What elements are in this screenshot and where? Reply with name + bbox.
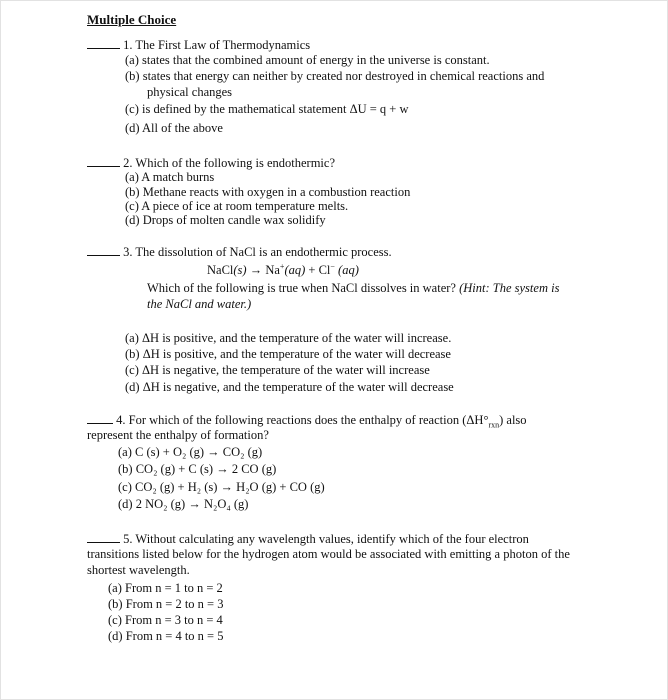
question-4-stem-cont: represent the enthalpy of formation? — [87, 428, 269, 442]
question-1-option-d: (d) All of the above — [125, 121, 223, 135]
question-5-option-d: (d) From n = 4 to n = 5 — [108, 629, 224, 643]
question-3-hint: (Hint: The system is — [459, 281, 560, 295]
question-5-option-c: (c) From n = 3 to n = 4 — [108, 613, 223, 627]
answer-blank-3[interactable] — [87, 244, 120, 256]
question-5-stem — [87, 531, 529, 547]
question-1-text: 1. The First Law of Thermodynamics — [123, 38, 311, 52]
question-1-stem — [87, 37, 310, 53]
question-3-hint-text: the NaCl and water.) — [147, 297, 252, 311]
question-3-text: 3. The dissolution of NaCl is an endothermic process. — [123, 245, 392, 259]
question-2-text: 2. Which of the following is endothermic? — [123, 156, 335, 170]
question-2-stem — [87, 155, 335, 171]
question-4-subscript: rxn — [488, 420, 500, 430]
question-1-option-b: (b) states that energy can neither by created nor destroyed in chemical reactions and — [125, 69, 545, 83]
answer-blank-1[interactable] — [87, 37, 120, 49]
question-3-option-b: (b) ΔH is positive, and the temperature of the water will decrease — [125, 347, 451, 361]
question-2-option-a: (a) A match burns — [125, 170, 215, 184]
question-3-option-a: (a) ΔH is positive, and the temperature of the water will increase. — [125, 331, 452, 345]
answer-blank-4[interactable] — [87, 412, 113, 424]
equation-plus-charge: + — [279, 261, 285, 271]
equation-aq-2: (aq) — [334, 263, 359, 277]
question-1-option-b-cont: physical changes — [147, 85, 233, 99]
section-title: Multiple Choice — [87, 12, 177, 27]
question-2-option-c: (c) A piece of ice at room temperature melts. — [125, 199, 349, 213]
equation-solid: (s) — [233, 263, 247, 277]
question-5-text: 5. Without calculating any wavelength values, identify which of the four electron — [123, 532, 529, 546]
question-3-hint-cont — [147, 297, 251, 312]
equation-salt: NaCl — [207, 263, 234, 277]
answer-blank-2[interactable] — [87, 155, 120, 167]
question-5-option-b: (b) From n = 2 to n = 3 — [108, 597, 224, 611]
question-5-option-a: (a) From n = 1 to n = 2 — [108, 581, 223, 595]
question-4-text-end: ) also — [499, 413, 527, 427]
equation-minus-charge: − — [330, 261, 335, 271]
answer-blank-5[interactable] — [87, 531, 120, 543]
question-3-option-c: (c) ΔH is negative, the temperature of the water will increase — [125, 363, 430, 377]
question-2-option-b: (b) Methane reacts with oxygen in a combustion reaction — [125, 185, 411, 199]
question-5-stem-cont-1: transitions listed below for the hydrogen atom would be associated with emitting a photon of the — [87, 547, 570, 561]
question-3-stem — [87, 244, 392, 260]
equation-chloride: + Cl — [305, 263, 331, 277]
question-4-stem — [87, 412, 527, 428]
question-4-option-c: (c) CO₂ (g) + H₂ (s) → H₂O (g) + CO (g) — [118, 480, 325, 494]
question-1-option-a: (a) states that the combined amount of energy in the universe is constant. — [125, 53, 490, 67]
question-4-text: 4. For which of the following reactions does the enthalpy of reaction (ΔH° — [116, 413, 489, 427]
question-3-prompt — [147, 281, 559, 296]
question-4-option-b: (b) CO₂ (g) + C (s) → 2 CO (g) — [118, 462, 277, 476]
question-4-option-a: (a) C (s) + O₂ (g) → CO₂ (g) — [118, 445, 263, 459]
question-5-stem-cont-2: shortest wavelength. — [87, 563, 190, 577]
question-1-option-c: (c) is defined by the mathematical statement ΔU = q + w — [125, 102, 409, 116]
question-4-option-d: (d) 2 NO₂ (g) → N₂O₄ (g) — [118, 497, 249, 511]
question-2-option-d: (d) Drops of molten candle wax solidify — [125, 213, 326, 227]
equation-arrow: → Na — [246, 263, 280, 277]
question-3-equation — [207, 263, 359, 278]
equation-aq-1: (aq) — [284, 263, 306, 277]
question-3-option-d: (d) ΔH is negative, and the temperature of the water will decrease — [125, 380, 454, 394]
question-3-prompt-text: Which of the following is true when NaCl dissolves in water? — [147, 281, 460, 295]
